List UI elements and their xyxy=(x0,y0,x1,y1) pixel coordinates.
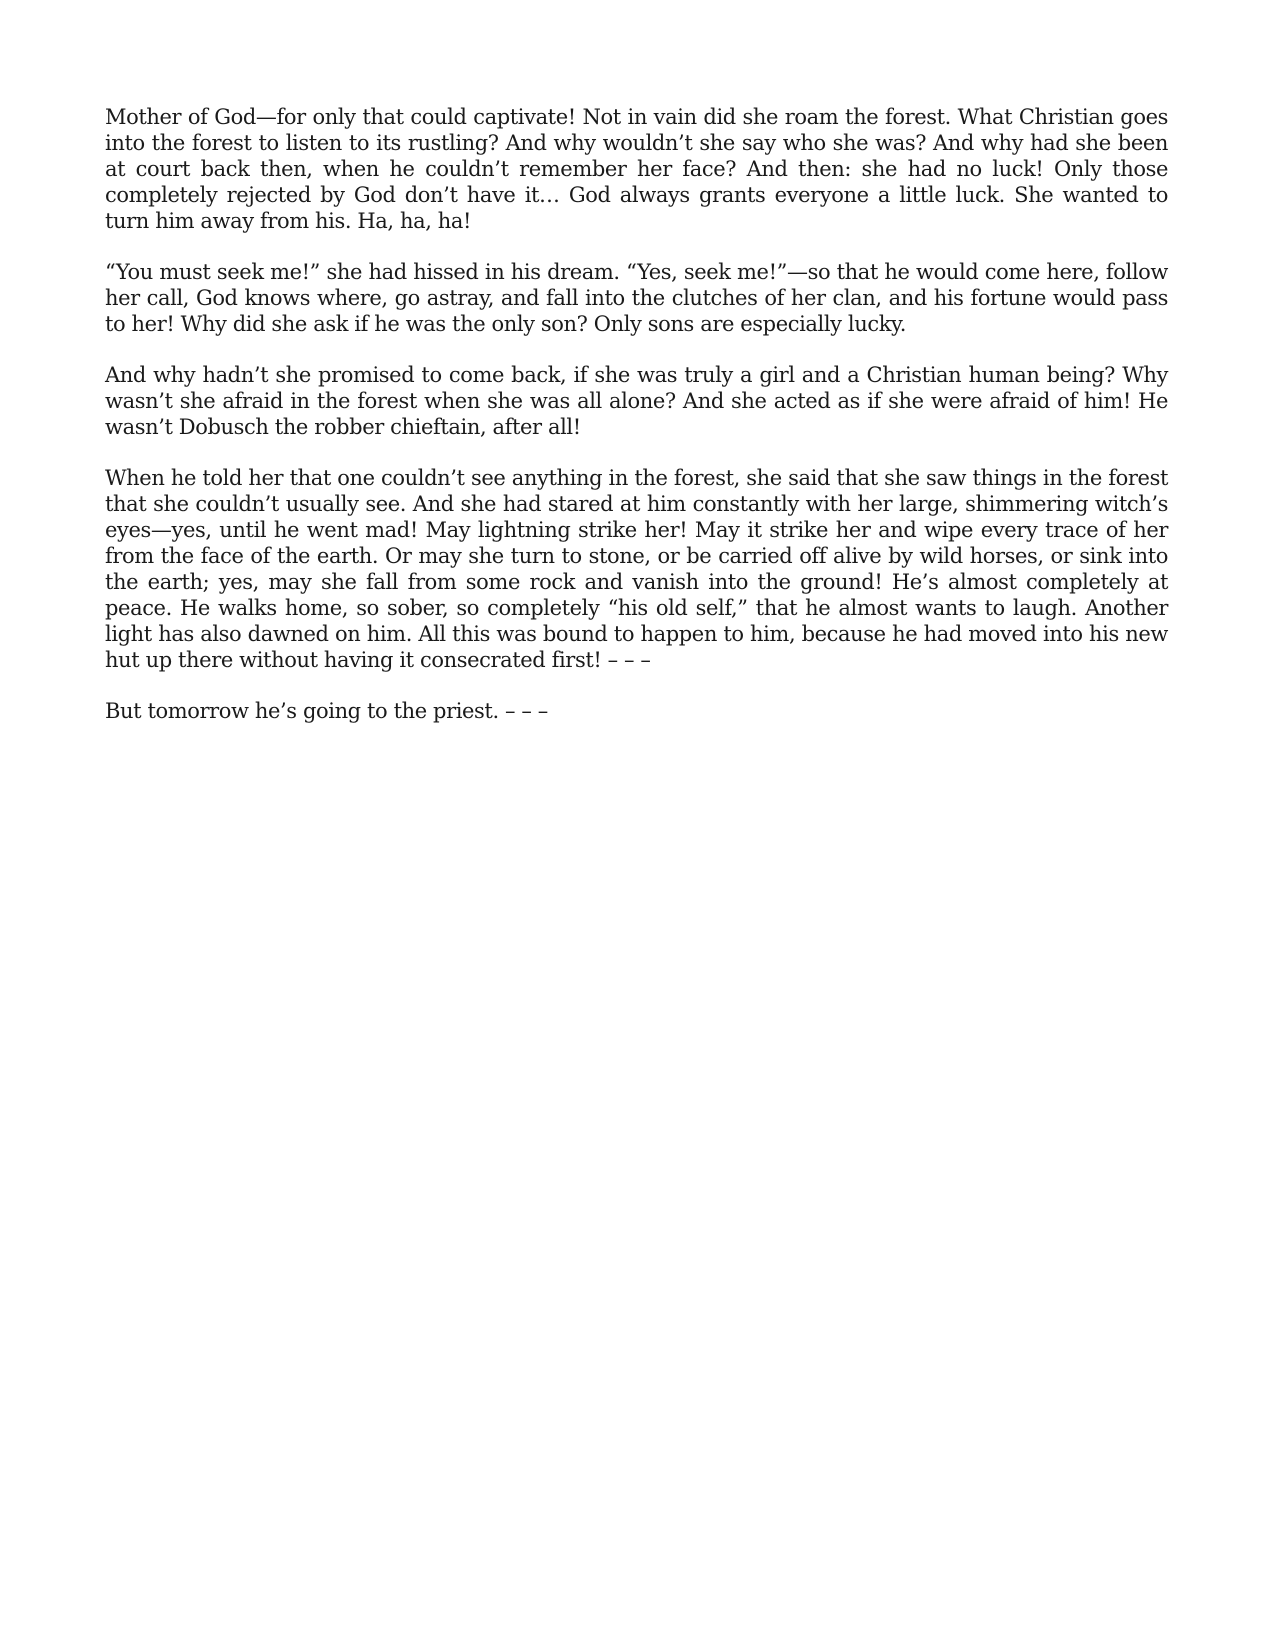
paragraph-1: Mother of God—for only that could captivate! Not in vain did she roam the forest. What Christian goes into the forest to listen to its rustling? And why wouldn’t she say who she was? And why had she been at court back then, when he couldn’t remember her face? And then: she had no luck! Only those completely rejected by God don’t have it… God always grants everyone a little luck. She wanted to turn him away from his. Ha, ha, ha! xyxy=(105,105,1168,233)
paragraph-3: And why hadn’t she promised to come back, if she was truly a girl and a Christian human being? Why wasn’t she afraid in the forest when she was all alone? And she acted as if she were afraid of him! He wasn’t Dobusch the robber chieftain, after all! xyxy=(105,363,1168,439)
paragraph-2: “You must seek me!” she had hissed in his dream. “Yes, seek me!”—so that he would come here, follow her call, God knows where, go astray, and fall into the clutches of her clan, and his fortune would pass to her! Why did she ask if he was the only son? Only sons are especially lucky. xyxy=(105,260,1168,336)
paragraph-5: But tomorrow he’s going to the priest. – – – xyxy=(105,699,548,723)
paragraph-4: When he told her that one couldn’t see anything in the forest, she said that she saw things in the forest that she couldn’t usually see. And she had stared at him constantly with her large, shimmering witch’s eyes—yes, until he went mad! May lightning strike her! May it strike her and wipe every trace of her from the face of the earth. Or may she turn to stone, or be carried off alive by wild horses, or sink into the earth; yes, may she fall from some rock and vanish into the ground! He’s almost completely at peace. He walks home, so sober, so completely “his old self,” that he almost wants to laugh. Another light has also dawned on him. All this was bound to happen to him, because he had moved into his new hut up there without having it consecrated first! – – – xyxy=(105,466,1168,672)
body-text xyxy=(105,104,1168,749)
